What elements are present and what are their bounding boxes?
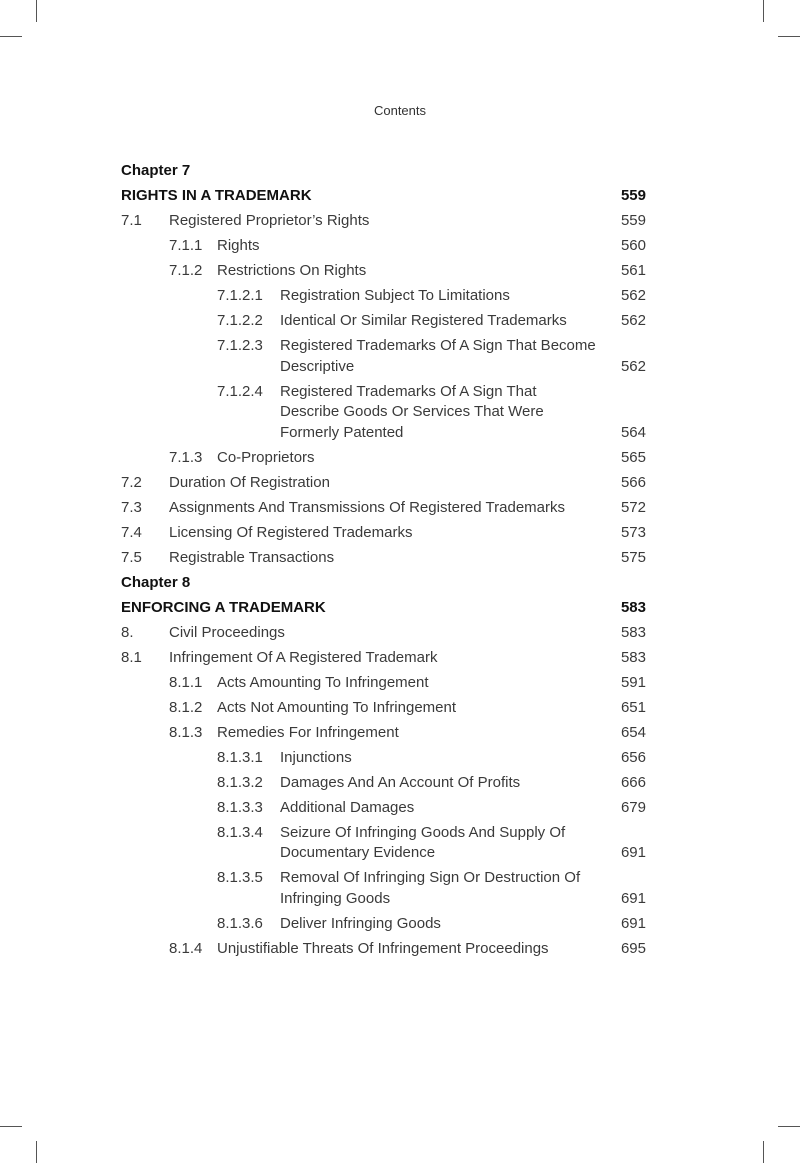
toc-entry[interactable] <box>121 821 646 867</box>
entry-title: Injunctions <box>280 748 352 766</box>
entry-title: Registered Trademarks Of A Sign That Become Descriptive <box>280 337 596 375</box>
part-title: ENFORCING A TRADEMARK <box>121 598 326 616</box>
entry-title: Acts Amounting To Infringement <box>217 673 429 691</box>
toc-entry[interactable] <box>121 912 646 937</box>
page-number: 575 <box>620 548 646 566</box>
section-number: 8.1.2 <box>169 698 203 716</box>
section-number: 7.1.3 <box>169 448 203 466</box>
page-number: 559 <box>620 212 646 229</box>
toc-entry[interactable] <box>121 721 646 746</box>
crop-mark <box>0 36 22 37</box>
crop-mark <box>36 1141 37 1163</box>
page-number: 562 <box>620 287 646 304</box>
entry-title: Remedies For Infringement <box>217 723 399 741</box>
section-number: 8.1.3.1 <box>217 748 263 766</box>
toc-entry[interactable] <box>121 771 646 796</box>
section-number: 8.1.3.3 <box>217 798 263 816</box>
page-number: 666 <box>620 773 646 791</box>
toc-entry[interactable] <box>121 937 646 962</box>
page-number: 564 <box>620 423 646 441</box>
section-number: 7.1 <box>121 212 142 229</box>
section-number: 7.1.2.4 <box>217 382 263 400</box>
page-number: 566 <box>620 473 646 491</box>
toc-entry[interactable] <box>121 209 646 234</box>
toc-entry[interactable] <box>121 646 646 671</box>
section-number: 8.1.3.2 <box>217 773 263 791</box>
section-number: 8.1.3.5 <box>217 869 263 886</box>
entry-title: Seizure Of Infringing Goods And Supply Of Documentary Evidence <box>280 823 566 861</box>
toc-entry[interactable] <box>121 334 646 380</box>
part-title: RIGHTS IN A TRADEMARK <box>121 187 312 204</box>
entry-title: Registered Proprietor’s Rights <box>169 212 370 229</box>
page-number: 691 <box>620 844 646 861</box>
toc-entry[interactable] <box>121 309 646 334</box>
entry-title: Deliver Infringing Goods <box>280 914 441 932</box>
chapter-label: Chapter 8 <box>121 573 191 591</box>
section-number: 8.1.4 <box>169 939 203 957</box>
section-number: 8.1.3.6 <box>217 914 263 932</box>
crop-mark <box>763 0 764 22</box>
entry-title: Duration Of Registration <box>169 473 330 491</box>
entry-title: Licensing Of Registered Trademarks <box>169 523 413 541</box>
section-number: 8. <box>121 623 134 641</box>
toc-entry[interactable] <box>121 446 646 471</box>
toc-entry[interactable] <box>121 671 646 696</box>
entry-title: Unjustifiable Threats Of Infringement Proceedings <box>217 939 549 957</box>
section-number: 7.3 <box>121 498 142 516</box>
entry-title: Registrable Transactions <box>169 548 335 566</box>
page-number: 573 <box>620 523 646 541</box>
section-number: 8.1.3.4 <box>217 823 263 841</box>
entry-title: Identical Or Similar Registered Trademarks <box>280 312 567 329</box>
section-number: 7.4 <box>121 523 142 541</box>
running-header: Contents <box>373 103 427 118</box>
section-number: 8.1.1 <box>169 673 203 691</box>
crop-mark <box>763 1141 764 1163</box>
toc-entry[interactable] <box>121 621 646 646</box>
page-number: 695 <box>620 939 646 957</box>
part-heading[interactable] <box>121 596 646 621</box>
entry-title: Registration Subject To Limitations <box>280 287 510 304</box>
page-number: 561 <box>620 262 646 279</box>
entry-title: Civil Proceedings <box>169 623 285 641</box>
page-number: 679 <box>620 798 646 816</box>
crop-mark <box>778 1126 800 1127</box>
toc-entry[interactable] <box>121 471 646 496</box>
page-number: 562 <box>620 357 646 375</box>
entry-title: Infringement Of A Registered Trademark <box>169 648 438 666</box>
toc-entry[interactable] <box>121 284 646 309</box>
entry-title: Removal Of Infringing Sign Or Destruction Of Infringing Goods <box>280 869 581 907</box>
page-number: 562 <box>620 312 646 329</box>
section-number: 8.1 <box>121 648 142 666</box>
toc-entry[interactable] <box>121 546 646 571</box>
entry-title: Acts Not Amounting To Infringement <box>217 698 457 716</box>
entry-title: Co-Proprietors <box>217 448 315 466</box>
entry-title: Registered Trademarks Of A Sign That Describe Goods Or Services That Were Formerly Patented <box>280 382 544 441</box>
toc-entry[interactable] <box>121 380 646 446</box>
section-number: 7.1.2.3 <box>217 337 263 354</box>
toc-entry[interactable] <box>121 496 646 521</box>
toc-entry[interactable] <box>121 696 646 721</box>
crop-mark <box>778 36 800 37</box>
page-number: 583 <box>620 598 646 616</box>
section-number: 7.1.2.2 <box>217 312 263 329</box>
entry-title: Assignments And Transmissions Of Registered Trademarks <box>169 498 565 516</box>
part-heading[interactable] <box>121 184 646 209</box>
toc-entry[interactable] <box>121 259 646 284</box>
page-number: 691 <box>620 914 646 932</box>
entry-title: Rights <box>217 237 260 254</box>
entry-title: Restrictions On Rights <box>217 262 367 279</box>
section-number: 7.5 <box>121 548 142 566</box>
toc-entry[interactable] <box>121 521 646 546</box>
section-number: 7.2 <box>121 473 142 491</box>
page-number: 559 <box>620 187 646 204</box>
page-number: 691 <box>620 889 646 907</box>
toc-entry[interactable] <box>121 746 646 771</box>
page-number: 651 <box>620 698 646 716</box>
toc-entry[interactable] <box>121 796 646 821</box>
section-number: 7.1.2 <box>169 262 203 279</box>
page-number: 565 <box>620 448 646 466</box>
page-number: 583 <box>620 648 646 666</box>
entry-title: Additional Damages <box>280 798 415 816</box>
page-number: 654 <box>620 723 646 741</box>
crop-mark <box>36 0 37 22</box>
page-number: 591 <box>620 673 646 691</box>
page-number: 560 <box>620 237 646 254</box>
page-number: 583 <box>620 623 646 641</box>
crop-mark <box>0 1126 22 1127</box>
section-number: 7.1.2.1 <box>217 287 263 304</box>
page-number: 656 <box>620 748 646 766</box>
toc-entry[interactable] <box>121 234 646 259</box>
chapter-label: Chapter 7 <box>121 162 191 179</box>
entry-title: Damages And An Account Of Profits <box>280 773 521 791</box>
toc-entry[interactable] <box>121 866 646 912</box>
section-number: 8.1.3 <box>169 723 203 741</box>
page-number: 572 <box>620 498 646 516</box>
table-of-contents <box>121 159 646 962</box>
section-number: 7.1.1 <box>169 237 203 254</box>
